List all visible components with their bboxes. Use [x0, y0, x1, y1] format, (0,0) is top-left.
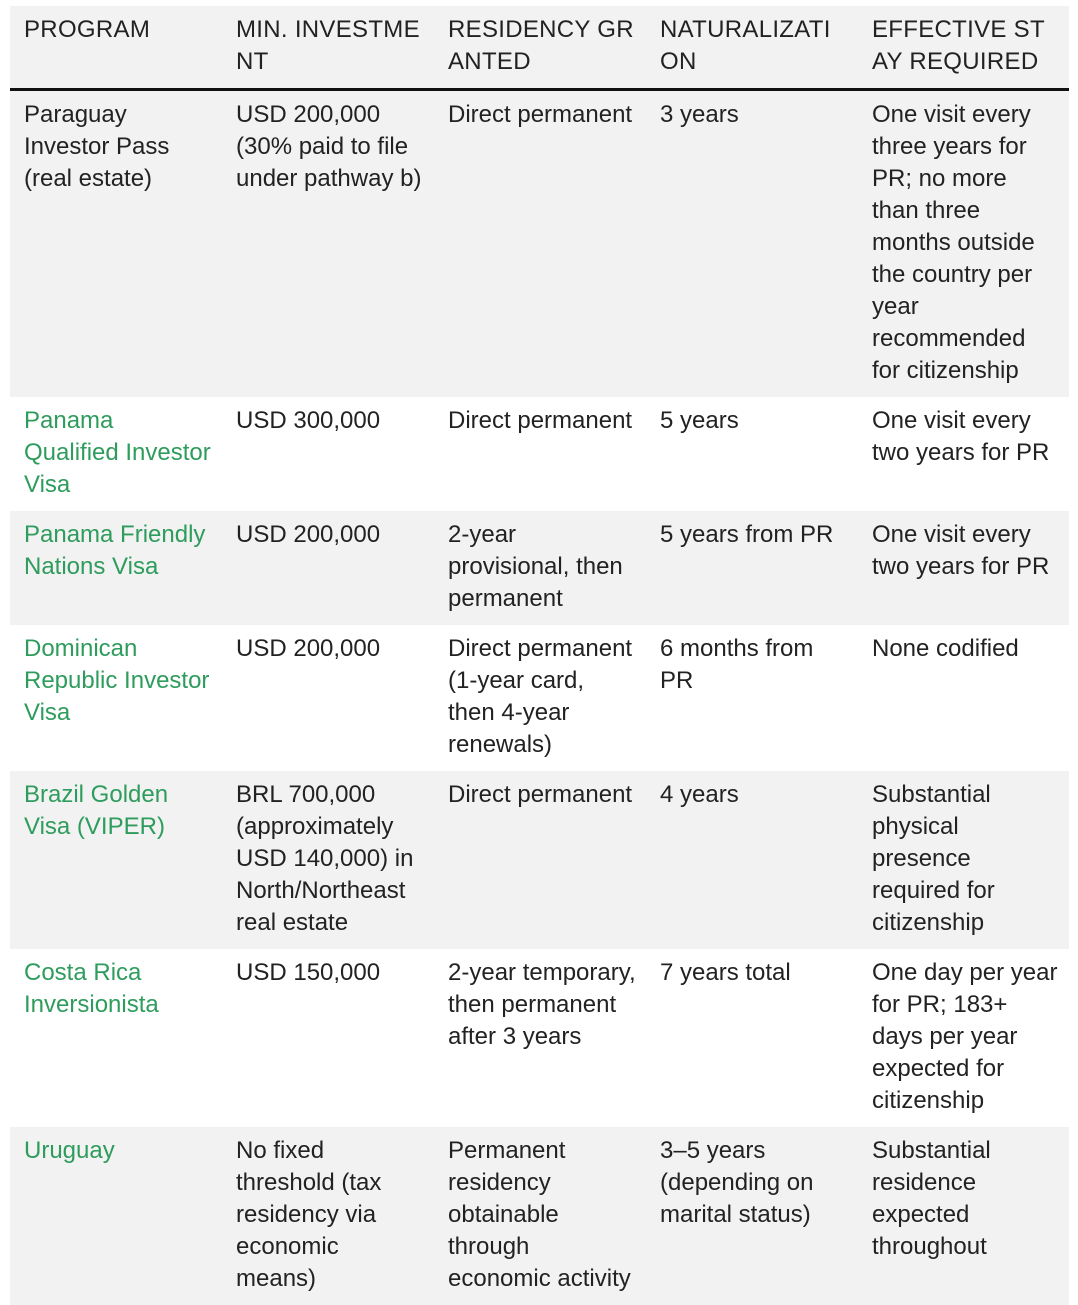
comparison-table-container — [10, 6, 1069, 1305]
program-link[interactable]: Dominican Republic Investor Visa — [24, 635, 209, 726]
residency-cell: Permanent residency obtainable through economic activity — [434, 1127, 646, 1305]
header-residency-granted: RESIDENCY GRANTED — [434, 6, 646, 90]
program-cell — [10, 90, 222, 398]
stay-cell: One visit every two years for PR — [858, 397, 1069, 511]
residency-programs-table — [10, 6, 1069, 1305]
header-effective-stay: EFFECTIVE STAY REQUIRED — [858, 6, 1069, 90]
residency-cell: Direct permanent — [434, 90, 646, 398]
stay-cell: Substantial physical presence required for citizenship — [858, 771, 1069, 949]
naturalization-cell: 5 years from PR — [646, 511, 858, 625]
table-row — [10, 771, 1069, 949]
header-program: PROGRAM — [10, 6, 222, 90]
naturalization-cell: 6 months from PR — [646, 625, 858, 771]
program-link[interactable]: Panama Friendly Nations Visa — [24, 521, 205, 580]
program-cell — [10, 1127, 222, 1305]
stay-cell: One visit every three years for PR; no more than three months outside the country per year recommended for citizenship — [858, 90, 1069, 398]
naturalization-cell: 4 years — [646, 771, 858, 949]
program-cell — [10, 949, 222, 1127]
table-row — [10, 625, 1069, 771]
stay-cell: One day per year for PR; 183+ days per year expected for citizenship — [858, 949, 1069, 1127]
program-cell — [10, 511, 222, 625]
naturalization-cell: 3 years — [646, 90, 858, 398]
table-row — [10, 90, 1069, 398]
residency-cell: 2-year provisional, then permanent — [434, 511, 646, 625]
program-link[interactable]: Brazil Golden Visa (VIPER) — [24, 781, 168, 840]
min-investment-cell: BRL 700,000 (approximately USD 140,000) in North/Northeast real estate — [222, 771, 434, 949]
min-investment-cell: USD 200,000 — [222, 625, 434, 771]
table-row — [10, 949, 1069, 1127]
residency-cell: Direct permanent — [434, 771, 646, 949]
naturalization-cell: 3–5 years (depending on marital status) — [646, 1127, 858, 1305]
stay-cell: Substantial residence expected throughout — [858, 1127, 1069, 1305]
table-header — [10, 6, 1069, 90]
min-investment-cell: USD 200,000 (30% paid to file under pathway b) — [222, 90, 434, 398]
program-cell — [10, 625, 222, 771]
program-cell — [10, 397, 222, 511]
table-row — [10, 511, 1069, 625]
table-row — [10, 1127, 1069, 1305]
naturalization-cell: 7 years total — [646, 949, 858, 1127]
table-row — [10, 397, 1069, 511]
program-link[interactable]: Panama Qualified Investor Visa — [24, 407, 211, 498]
table-body — [10, 90, 1069, 1305]
header-naturalization: NATURALIZATION — [646, 6, 858, 90]
stay-cell: None codified — [858, 625, 1069, 771]
naturalization-cell: 5 years — [646, 397, 858, 511]
min-investment-cell: USD 200,000 — [222, 511, 434, 625]
residency-cell: Direct permanent — [434, 397, 646, 511]
min-investment-cell: No fixed threshold (tax residency via economic means) — [222, 1127, 434, 1305]
header-min-investment: MIN. INVESTMENT — [222, 6, 434, 90]
program-cell — [10, 771, 222, 949]
residency-cell: Direct permanent (1-year card, then 4-year renewals) — [434, 625, 646, 771]
program-link[interactable]: Costa Rica Inversionista — [24, 959, 159, 1018]
stay-cell: One visit every two years for PR — [858, 511, 1069, 625]
header-row — [10, 6, 1069, 90]
program-name: Paraguay Investor Pass (real estate) — [24, 101, 169, 192]
residency-cell: 2-year temporary, then permanent after 3 years — [434, 949, 646, 1127]
min-investment-cell: USD 150,000 — [222, 949, 434, 1127]
min-investment-cell: USD 300,000 — [222, 397, 434, 511]
program-link[interactable]: Uruguay — [24, 1137, 115, 1164]
